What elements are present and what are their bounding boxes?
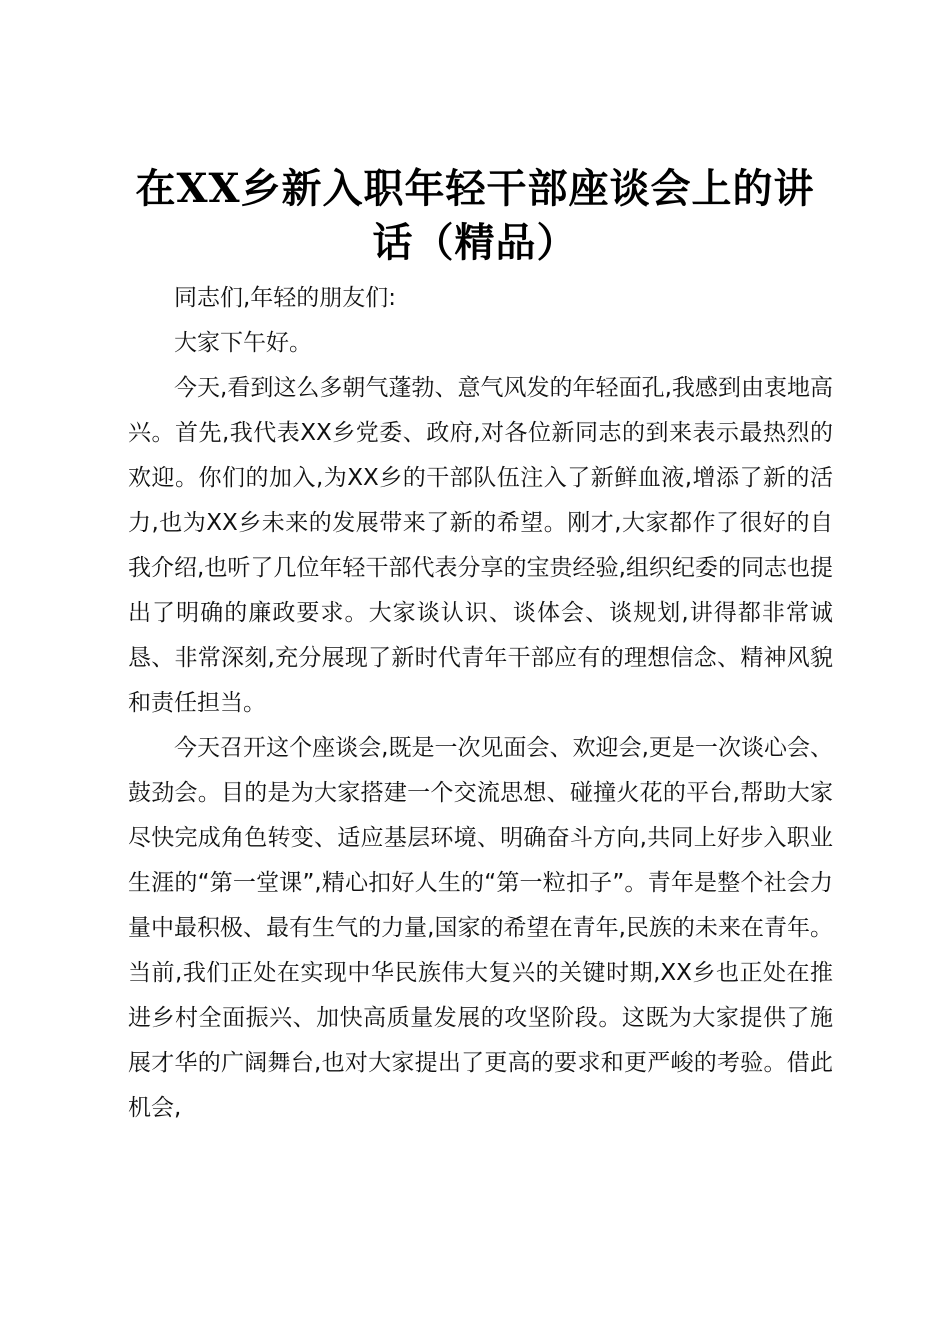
document-title: 在XX乡新入职年轻干部座谈会上的讲话（精品） xyxy=(135,165,815,266)
greeting-paragraph: 大家下午好。 xyxy=(174,330,312,356)
body-paragraph: 今天召开这个座谈会,既是一次见面会、欢迎会,更是一次谈心会、鼓劲会。目的是为大家搭建一个交流思想、碰撞火花的平台,帮助大家尽快完成角色转变、适应基层环境、明确奋斗方向,共同上好步入职业生涯的“第一堂课”,精心扣好人生的“第一粒扣子”。青年是整个社会力量中最积极、最有生气的力量,国家的希望在青年,民族的未来在青年。当前,我们正处在实现中华民族伟大复兴的关键时期,XX乡也正处在推进乡村全面振兴、加快高质量发展的攻坚阶段。这既为大家提供了施展才华的广阔舞台,也对大家提出了更高的要求和更严峻的考验。借此机会, xyxy=(128,735,833,1121)
salutation-paragraph: 同志们,年轻的朋友们: xyxy=(174,285,397,311)
body-paragraph: 今天,看到这么多朝气蓬勃、意气风发的年轻面孔,我感到由衷地高兴。首先,我代表XX乡党委、政府,对各位新同志的到来表示最热烈的欢迎。你们的加入,为XX乡的干部队伍注入了新鲜血液,增添了新的活力,也为XX乡未来的发展带来了新的希望。刚才,大家都作了很好的自我介绍,也听了几位年轻干部代表分享的宝贵经验,组织纪委的同志也提出了明确的廉政要求。大家谈认识、谈体会、谈规划,讲得都非常诚恳、非常深刻,充分展现了新时代青年干部应有的理想信念、精神风貌和责任担当。 xyxy=(128,375,833,716)
document-body xyxy=(128,276,833,1131)
